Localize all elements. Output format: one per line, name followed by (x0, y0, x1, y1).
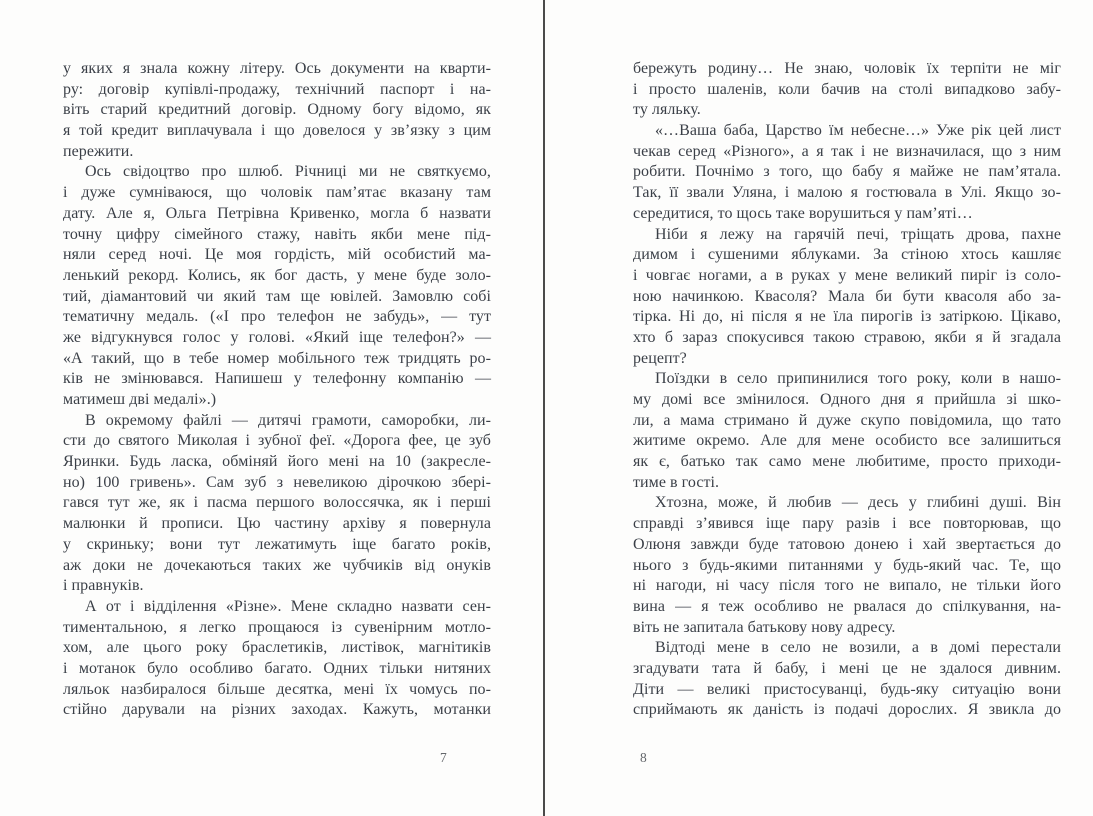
text-line: стійно дарували на різних заходах. Кажуть, мотанки (63, 701, 491, 719)
text-line: А от і відділення «Різне». Мене складно назвати сен- (85, 597, 491, 615)
text-line: Ось свідоцтво про шлюб. Річниці ми не святкуємо, (85, 163, 491, 181)
text-line: сприймають як даність із подачі дорослих. Я звикла до (633, 701, 1061, 719)
text-line: рецепт? (633, 349, 687, 367)
text-line: житиме окремо. Але для мене особисто все залишиться (633, 432, 1061, 450)
text-line: нього з будь-якими питаннями у будь-який час. Те, що (633, 556, 1061, 574)
text-line: «…Ваша баба, Царство їм небесне…» Уже рік цей лист (655, 122, 1061, 140)
text-line: «А такий, що в тебе номер мобільного теж тридцять ро- (63, 349, 491, 367)
text-line: чекав серед «Різного», а я так і не визначилася, що з ним (633, 142, 1061, 160)
text-line: справді з’явився іще пару разів і все повторював, що (633, 515, 1061, 533)
text-line: я той кредит виплачувала і що довелося у зв’язку з цим (63, 122, 491, 140)
text-line: аж доки не дочекаються таких же чубчиків від онуків (63, 556, 491, 574)
text-line: віть не запитала батькову нову адресу. (633, 618, 896, 636)
text-line: но) 100 гривень». Сам зуб з невеликою дірочкою збері- (63, 473, 491, 491)
text-line: і правнуків. (63, 577, 144, 595)
text-line: віть старий кредитний договір. Одному богу відомо, як (63, 101, 491, 119)
text-line: Олюня завжди буде татовою донею і хай звертається до (633, 535, 1061, 553)
text-line: ні нагоди, ні часу після того не випало, не тільки його (633, 577, 1061, 595)
text-line: дату. Але я, Ольга Петрівна Кривенко, могла б назвати (63, 204, 491, 222)
text-line: тиме в гості. (633, 473, 720, 491)
text-line: як є, батько так само мене любитиме, просто приходи- (633, 453, 1061, 471)
text-line: точну цифру сімейного стажу, навіть якби мене під- (63, 225, 491, 243)
text-line: вина — я теж особливо не рвалася до спілкування, на- (633, 597, 1061, 615)
text-line: Діти — великі пристосуванці, будь-яку ситуацію вони (633, 680, 1061, 698)
text-line: у скриньку; вони тут лежатимуть іще багато років, (63, 535, 491, 553)
page-divider (543, 0, 545, 816)
text-line: ків не змінювався. Напишеш у телефонну компанію — (63, 370, 491, 388)
text-line: і просто шаленів, коли бачив на столі випадково забу- (633, 80, 1061, 98)
text-line: хом, але цього року браслетиків, листівок, магнітиків (63, 639, 491, 657)
page-number-7: 7 (440, 750, 447, 765)
text-line: і мотанок було особливо багато. Одних тільки нитяних (63, 659, 491, 677)
text-line: і човгає ногами, а в руках у мене великий пиріг із соло- (633, 266, 1061, 284)
text-line: малюнки й прописи. Цю частину архіву я повернула (63, 515, 491, 533)
text-line: ту ляльку. (633, 101, 701, 119)
text-line: Так, її звали Уляна, і малою я гостювала в Улі. Якщо зо- (633, 184, 1061, 202)
text-line: хто б зараз спокусився такою стравою, якби я й згадала (633, 328, 1061, 346)
text-line: тий, діамантовий чи який там ще ювілей. Замовлю собі (63, 287, 491, 305)
text-line: тематичну медаль. («І про телефон не забудь», — тут (63, 308, 491, 326)
text-line: середитися, то щось таке ворушиться у пам’яті… (633, 204, 973, 222)
text-line: тиментальною, я легко прощаюся із сувенірним мотло- (63, 618, 491, 636)
text-line: димом і сушеними яблуками. За стіною хтось кашляє (633, 246, 1061, 264)
page-8-text (633, 59, 1061, 721)
text-line: Хтозна, може, й любив — десь у глибині душі. Він (655, 494, 1061, 512)
text-line: Відтоді мене в село не возили, а в домі перестали (655, 639, 1061, 657)
text-line: пережити. (63, 142, 134, 160)
text-line: ляльок назбиралося більше десятка, мені їх чомусь по- (63, 680, 491, 698)
text-line: бережуть родину… Не знаю, чоловік їх терпіти не міг (633, 60, 1061, 77)
text-line: ли, а мама стримано й дуже скупо повідомила, що тато (633, 411, 1061, 429)
text-line: Поїздки в село припинилися того року, коли в нашо- (655, 370, 1061, 388)
text-line: му домі все змінилося. Одного дня я прийшла зі шко- (633, 391, 1061, 408)
page-number-8: 8 (640, 750, 647, 765)
text-line: згадувати тата й бабу, і мені це не здалося дивним. (633, 659, 1061, 677)
text-line: же відгукнувся голос у голові. «Який іще телефон?» — (63, 328, 491, 346)
text-line: няли серед ночі. Це моя гордість, мій особистий ма- (63, 246, 491, 264)
text-line: Яринки. Будь ласка, обміняй його мені на 10 (закресле- (63, 453, 491, 471)
text-line: ною начинкою. Квасоля? Мала би бути квасоля або за- (633, 287, 1061, 305)
text-line: і дуже сумніваюся, що чоловік пам’ятає вказану там (63, 184, 491, 202)
text-line: В окремому файлі — дитячі грамоти, саморобки, ли- (85, 411, 491, 429)
text-line: у яких я знала кожну літеру. Ось документи на кварти- (63, 60, 491, 77)
text-line: тірка. Ні до, ні після я не їла пирогів із затіркою. Цікаво, (633, 308, 1061, 326)
text-line: ру: договір купівлі-продажу, технічний паспорт і на- (63, 80, 491, 98)
page-7-text (63, 59, 491, 721)
text-line: Ніби я лежу на гарячій печі, тріщать дрова, пахне (655, 225, 1061, 243)
text-line: робити. Почнімо з того, що бабу я майже не пам’ятала. (633, 163, 1061, 181)
text-line: матимеш дві медалі».) (63, 391, 217, 408)
text-line: ленький рекорд. Колись, як бог дасть, у мене буде золо- (63, 266, 491, 284)
text-line: гався тут же, як і пасма першого волоссячка, як і перші (63, 494, 491, 512)
text-line: сти до святого Миколая і зубної феї. «Дорога фее, це зуб (63, 432, 491, 450)
